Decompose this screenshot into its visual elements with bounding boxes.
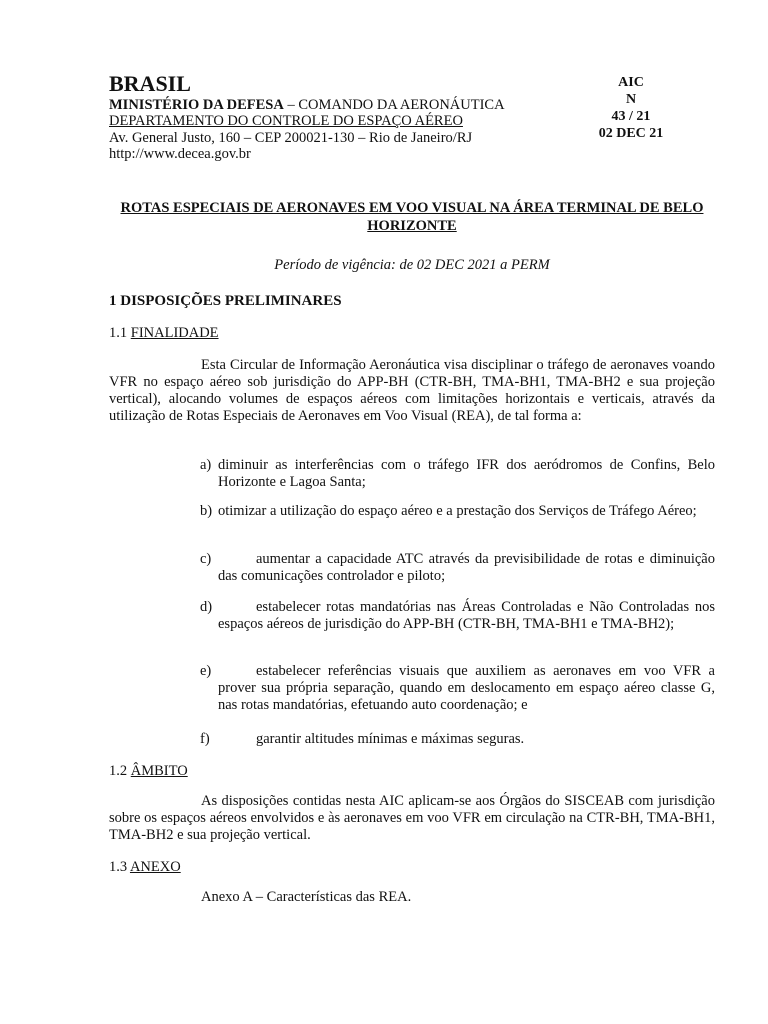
- list-item: [200, 731, 715, 748]
- subsection-title: FINALIDADE: [130, 325, 219, 341]
- subsection-number: 1.2: [109, 763, 131, 779]
- subsection-number: 1.3: [109, 859, 130, 875]
- address-line: Av. General Justo, 160 – CEP 200021-130 – Rio de Janeiro/RJ: [109, 130, 473, 146]
- subsection-title: ÂMBITO: [130, 763, 188, 779]
- country-heading: BRASIL: [109, 71, 191, 96]
- list-item-text: otimizar a utilização do espaço aéreo e a prestação dos Serviços de Tráfego Aéreo;: [218, 503, 697, 519]
- section-heading: 1 DISPOSIÇÕES PRELIMINARES: [109, 293, 342, 309]
- subsection-title: ANEXO: [129, 859, 181, 875]
- ministry-line: [109, 97, 505, 114]
- list-item-label: f): [200, 731, 210, 747]
- list-item-label: d): [200, 599, 213, 615]
- list-item-label: a): [200, 457, 212, 473]
- list-item: [200, 503, 715, 520]
- list-item: [200, 599, 715, 633]
- list-item-text: estabelecer referências visuais que auxiliem as aeronaves em voo VFR a prover sua própria separação, quando em deslocamento em espaço aéreo classe G, nas rotas mandatórias, efetuando auto coordenação; e: [218, 663, 715, 713]
- list-item-label: c): [200, 551, 212, 567]
- paragraph-finalidade: Esta Circular de Informação Aeronáutica visa disciplinar o tráfego de aeronaves voando VFR no espaço aéreo sob jurisdição do APP-BH (CTR-BH, TMA-BH1, TMA-BH2 e sua projeção vertical), alocando volumes de espaços aéreos com limitações horizontais e verticais, através da utilização de Rotas Especiais de Aeronaves em Voo Visual (REA), de tal forma a:: [109, 357, 715, 424]
- list-item-text: aumentar a capacidade ATC através da previsibilidade de rotas e diminuição das comunicações controlador e piloto;: [218, 551, 715, 584]
- aic-label: AIC: [618, 75, 644, 90]
- paragraph-anexo: Anexo A – Características das REA.: [201, 889, 412, 905]
- list-item: [200, 551, 715, 585]
- department-line: DEPARTAMENTO DO CONTROLE DO ESPAÇO AÉREO: [109, 113, 463, 129]
- document-title: ROTAS ESPECIAIS DE AERONAVES EM VOO VISUAL NA ÁREA TERMINAL DE BELO HORIZONTE: [120, 200, 704, 234]
- list-item-text: garantir altitudes mínimas e máximas seguras.: [256, 731, 525, 747]
- list-item-label: b): [200, 503, 213, 519]
- subsection-number: 1.1: [109, 325, 131, 341]
- website-link[interactable]: http://www.decea.gov.br: [109, 146, 251, 162]
- aic-date: 02 DEC 21: [598, 126, 664, 141]
- subsection-heading-finalidade: [109, 325, 219, 342]
- aic-number: 43 / 21: [611, 109, 651, 124]
- subsection-heading-ambito: [109, 763, 188, 780]
- list-item: [200, 663, 715, 714]
- command-name: – COMANDO DA AERONÁUTICA: [283, 97, 505, 113]
- aic-series: N: [625, 92, 637, 107]
- paragraph-ambito: As disposições contidas nesta AIC aplicam-se aos Órgãos do SISCEAB com jurisdição sobre os espaços aéreos envolvidos e às aeronaves em voo VFR em circulação na CTR-BH, TMA-BH1, TMA-BH2 e sua projeção vertical.: [109, 793, 715, 843]
- subsection-heading-anexo: [109, 859, 181, 876]
- list-item-label: e): [200, 663, 212, 679]
- list-item-text: estabelecer rotas mandatórias nas Áreas Controladas e Não Controladas nos espaços aéreos de jurisdição do APP-BH (CTR-BH, TMA-BH1 e TMA-BH2);: [218, 599, 715, 632]
- ministry-name: MINISTÉRIO DA DEFESA: [109, 97, 284, 113]
- list-item: [200, 457, 715, 491]
- list-item-text: diminuir as interferências com o tráfego IFR dos aeródromos de Confins, Belo Horizonte e Lagoa Santa;: [218, 457, 715, 490]
- aic-block: [588, 74, 674, 142]
- validity-period: Período de vigência: de 02 DEC 2021 a PERM: [274, 257, 550, 273]
